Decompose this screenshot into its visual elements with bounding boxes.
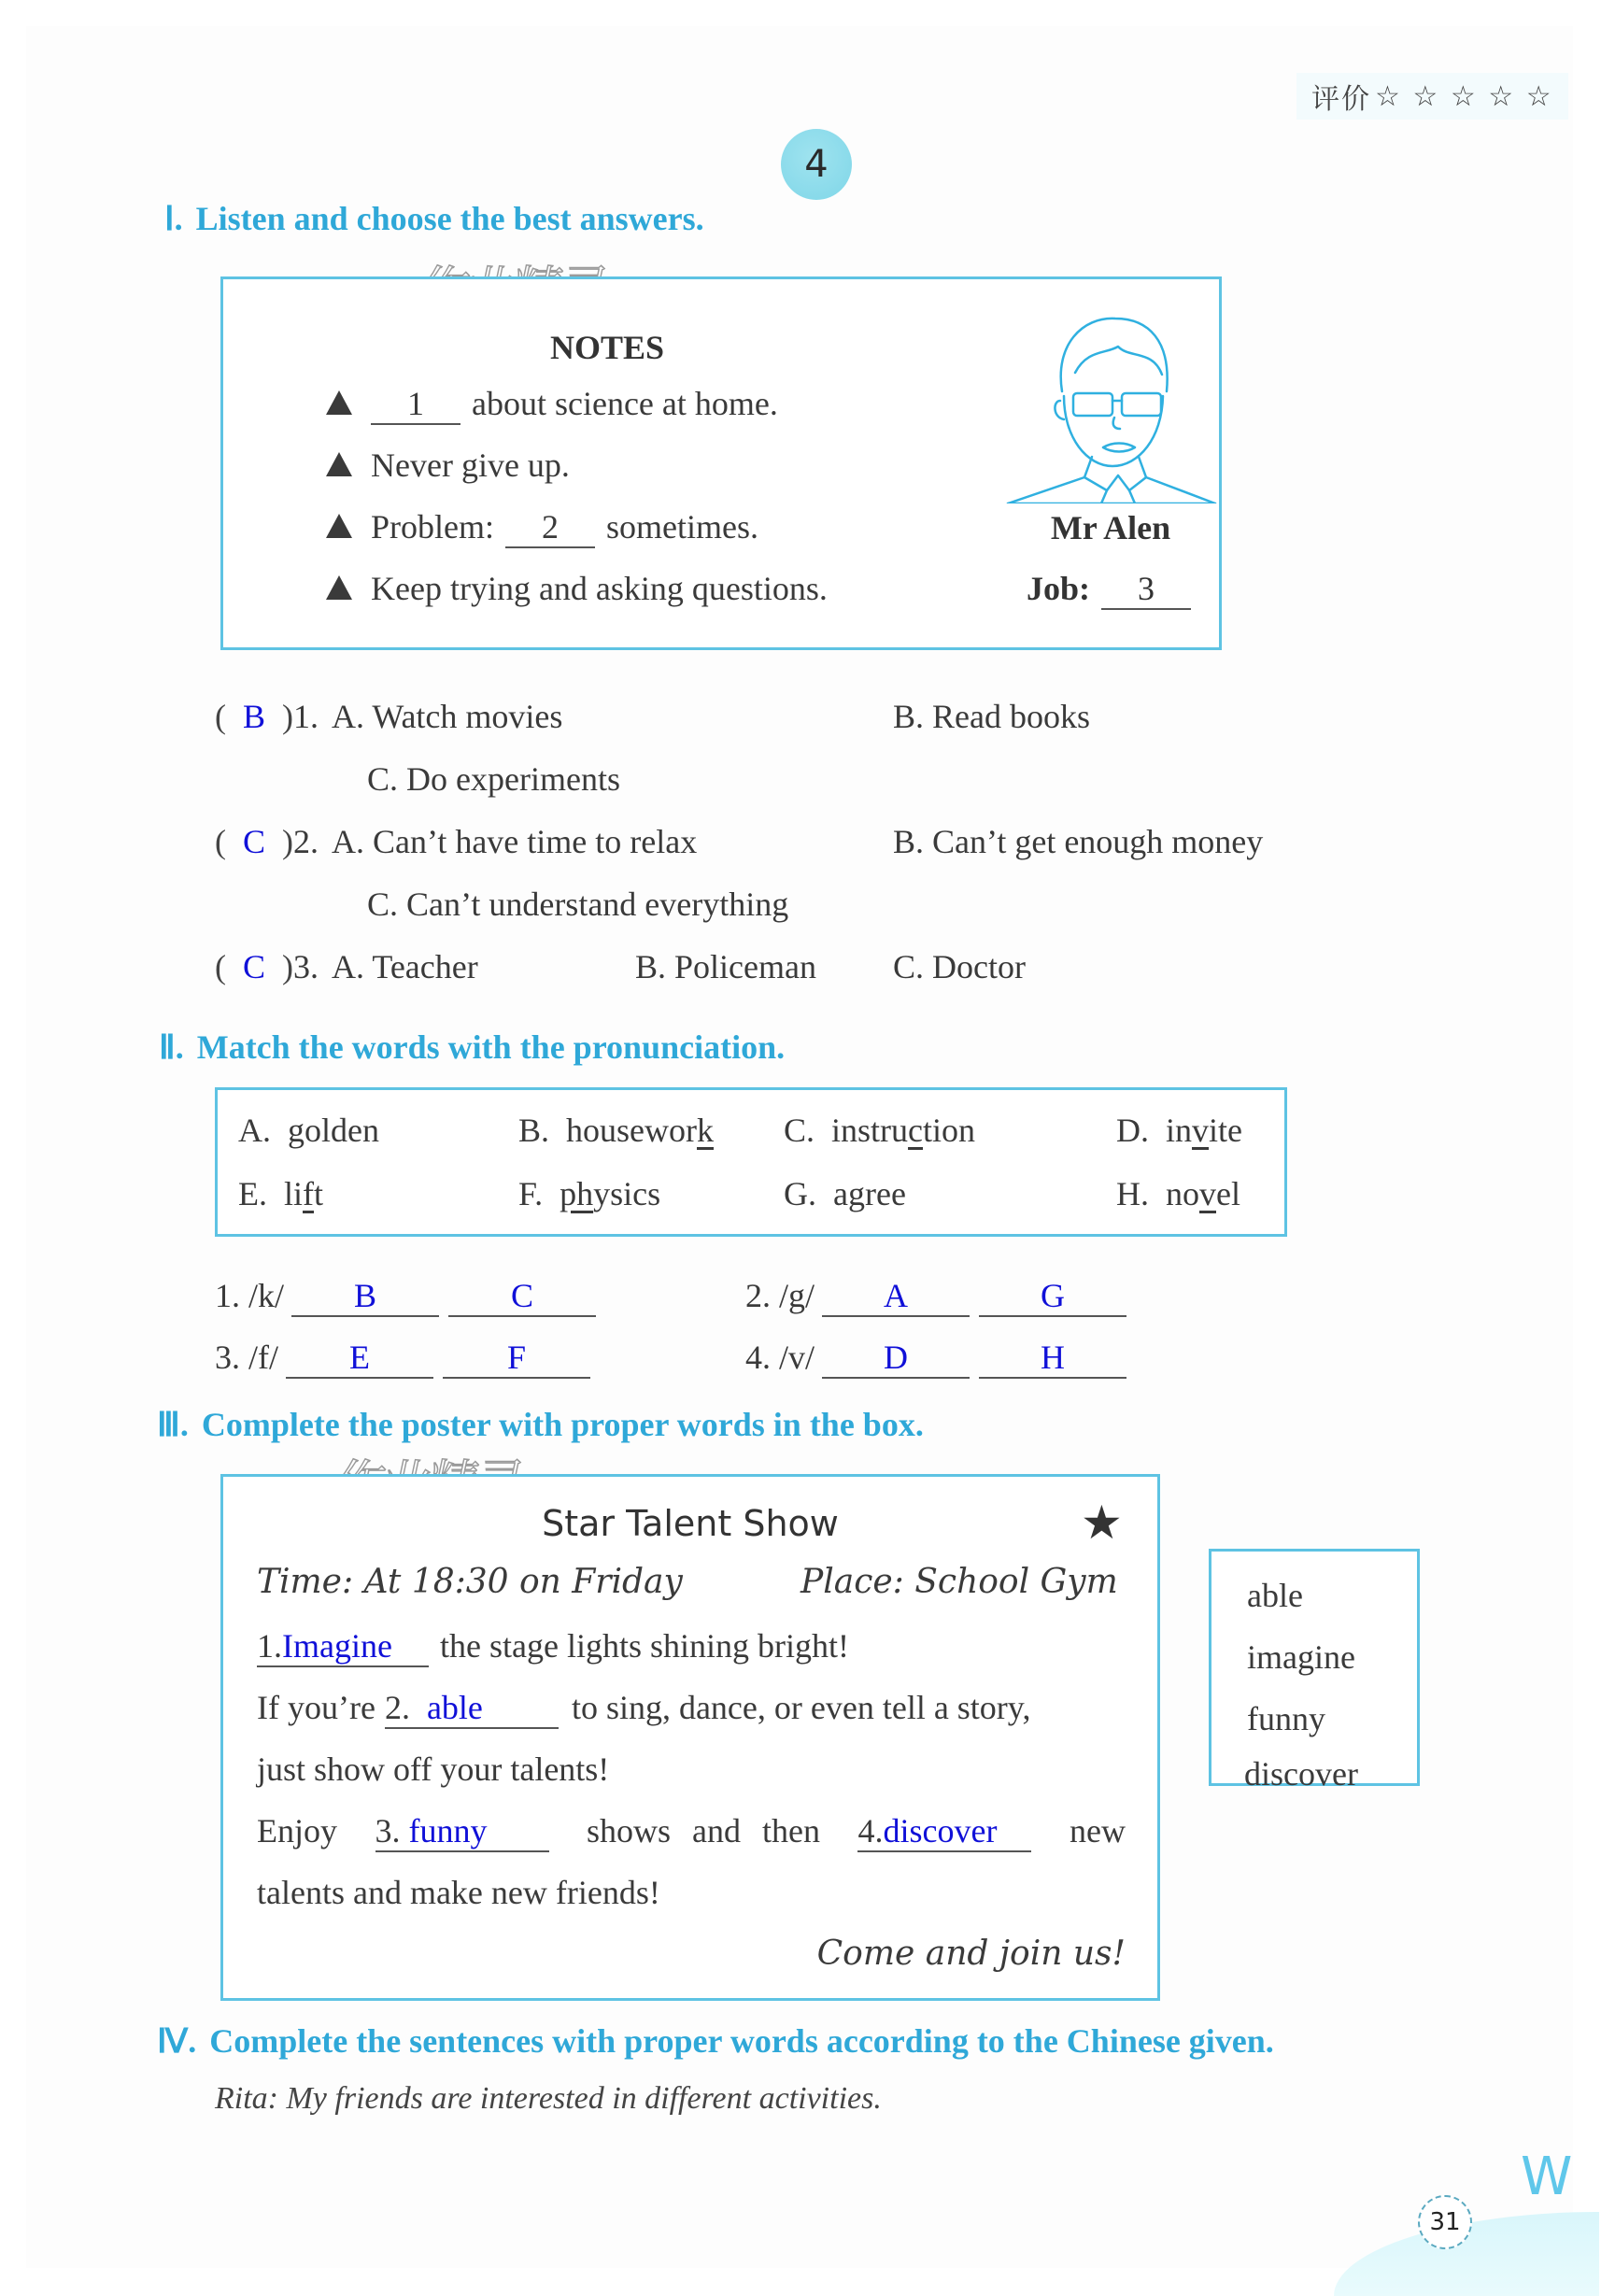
word-bank-box — [1209, 1549, 1420, 1786]
option-c: C. Doctor — [893, 948, 1026, 985]
poster-blank-2[interactable]: 2. able — [385, 1688, 559, 1729]
word-option-b: B. housework — [518, 1112, 714, 1149]
word-option-g: G. agree — [784, 1175, 906, 1212]
answer-input[interactable]: G — [979, 1276, 1126, 1317]
answer-input[interactable]: C — [448, 1276, 596, 1317]
note-text: Keep trying and asking questions. — [371, 570, 828, 607]
section-1-heading — [164, 199, 704, 238]
poster-closing: Come and join us! — [816, 1935, 1126, 1973]
pron-label: 3. /f/ — [215, 1339, 278, 1376]
answer-input[interactable]: F — [443, 1338, 590, 1379]
note-line-4 — [326, 569, 828, 608]
note-line-3 — [326, 507, 758, 548]
answer-input[interactable]: E — [286, 1338, 433, 1379]
option-c: C. Can’t understand everything — [367, 886, 789, 923]
section-4-numeral: Ⅳ. — [157, 2022, 197, 2060]
option-a: A. Watch movies — [332, 698, 563, 735]
section-4-heading — [157, 2021, 1274, 2061]
workbook-page — [26, 26, 1573, 2268]
note-text: Problem: — [371, 508, 494, 546]
note-blank-1: 1 — [371, 384, 460, 425]
answer-input[interactable]: A — [822, 1276, 970, 1317]
teacher-portrait-icon — [999, 307, 1223, 503]
poster-box — [220, 1474, 1160, 2001]
answer-input[interactable]: D — [822, 1338, 970, 1379]
poster-line-1: 1.Imagine the stage lights shining bright! — [257, 1626, 849, 1667]
poster-blank-1[interactable]: 1.Imagine — [257, 1626, 429, 1667]
word-bank-item: funny — [1247, 1700, 1325, 1737]
word-option-f: F. physics — [518, 1175, 661, 1212]
rating-label: 评价 — [1311, 83, 1371, 116]
triangle-bullet-icon — [326, 514, 352, 538]
answer-input[interactable]: B — [291, 1276, 439, 1317]
notes-box — [220, 276, 1222, 650]
notes-title: NOTES — [550, 329, 665, 366]
pron-row-3 — [215, 1338, 590, 1379]
job-label: Job: — [1027, 570, 1091, 607]
section-3-heading — [157, 1405, 924, 1444]
poster-time: Time: At 18:30 on Friday — [257, 1563, 683, 1601]
option-b: B. Can’t get enough money — [893, 823, 1264, 860]
poster-place: Place: School Gym — [800, 1563, 1118, 1601]
word-bank-item: discover — [1244, 1755, 1358, 1793]
pron-row-2 — [745, 1276, 1126, 1317]
word-options-box — [215, 1087, 1287, 1237]
pron-row-1 — [215, 1276, 596, 1317]
note-text: sometimes. — [606, 508, 758, 546]
dialogue-line-1: Rita: My friends are interested in different activities. — [215, 2081, 882, 2116]
triangle-bullet-icon — [326, 390, 352, 415]
rating-box — [1296, 73, 1568, 120]
option-b: B. Read books — [893, 698, 1090, 735]
poster-blank-3[interactable]: 3. funny — [375, 1811, 549, 1852]
option-c: C. Do experiments — [367, 760, 620, 798]
poster-line-2: If you’re 2. able to sing, dance, or even tell a story, — [257, 1688, 1030, 1729]
note-text: Never give up. — [371, 446, 570, 484]
word-option-d: D. invite — [1116, 1112, 1242, 1149]
word-option-e: E. lift — [238, 1175, 324, 1212]
note-text: about science at home. — [472, 385, 778, 422]
poster-blank-4[interactable]: 4.discover — [857, 1811, 1031, 1852]
rating-stars-icon[interactable]: ☆ ☆ ☆ ☆ ☆ — [1375, 79, 1553, 113]
question-number: 1. — [293, 698, 319, 735]
pron-label: 4. /v/ — [745, 1339, 815, 1376]
question-2: ( C ) 2. A. Can’t have time to relax — [215, 823, 698, 860]
answer-input[interactable]: C — [242, 948, 265, 985]
section-1-title: Listen and choose the best answers. — [195, 200, 704, 237]
triangle-bullet-icon — [326, 575, 352, 600]
poster-line-4: Enjoy 3. funny shows and then 4.discover new — [257, 1811, 1126, 1852]
person-name: Mr Alen — [1050, 509, 1171, 546]
note-line-1 — [326, 384, 778, 425]
poster-line-3: just show off your talents! — [257, 1750, 610, 1788]
poster-line-5: talents and make new friends! — [257, 1874, 660, 1911]
word-option-h: H. novel — [1116, 1175, 1240, 1212]
question-3: ( C ) 3. A. Teacher — [215, 948, 478, 985]
section-1-numeral: Ⅰ. — [164, 200, 183, 237]
answer-input[interactable]: H — [979, 1338, 1126, 1379]
note-line-2 — [326, 446, 570, 485]
job-line — [1027, 569, 1191, 610]
answer-input[interactable]: C — [242, 823, 265, 860]
poster-title: Star Talent Show — [542, 1503, 839, 1544]
answer-input[interactable]: B — [242, 698, 265, 735]
question-1: ( B ) 1. A. Watch movies — [215, 698, 563, 735]
option-a: A. Teacher — [332, 948, 478, 985]
section-3-title: Complete the poster with proper words in the box. — [201, 1406, 924, 1443]
word-bank-item: imagine — [1247, 1638, 1355, 1676]
word-option-a: A. golden — [238, 1112, 379, 1149]
word-bank-item: able — [1247, 1577, 1303, 1614]
job-blank: 3 — [1101, 569, 1191, 610]
pron-label: 1. /k/ — [215, 1277, 285, 1314]
section-2-title: Match the words with the pronunciation. — [196, 1028, 786, 1066]
word-option-c: C. instruction — [784, 1112, 976, 1149]
section-2-heading — [159, 1028, 785, 1067]
page-number: 31 — [1418, 2195, 1472, 2249]
option-a: A. Can’t have time to relax — [332, 823, 698, 860]
triangle-bullet-icon — [326, 452, 352, 476]
unit-number-badge: 4 — [781, 129, 852, 200]
section-2-numeral: Ⅱ. — [159, 1028, 184, 1066]
question-number: 3. — [293, 948, 319, 985]
pron-label: 2. /g/ — [745, 1277, 815, 1314]
option-b: B. Policeman — [635, 948, 816, 985]
w-logo-icon: W — [1521, 2147, 1573, 2207]
section-3-numeral: Ⅲ. — [157, 1406, 189, 1443]
note-blank-2: 2 — [505, 507, 595, 548]
question-number: 2. — [293, 823, 319, 860]
section-4-title: Complete the sentences with proper words according to the Chinese given. — [209, 2022, 1274, 2060]
star-icon: ★ — [1081, 1496, 1123, 1549]
pron-row-4 — [745, 1338, 1126, 1379]
